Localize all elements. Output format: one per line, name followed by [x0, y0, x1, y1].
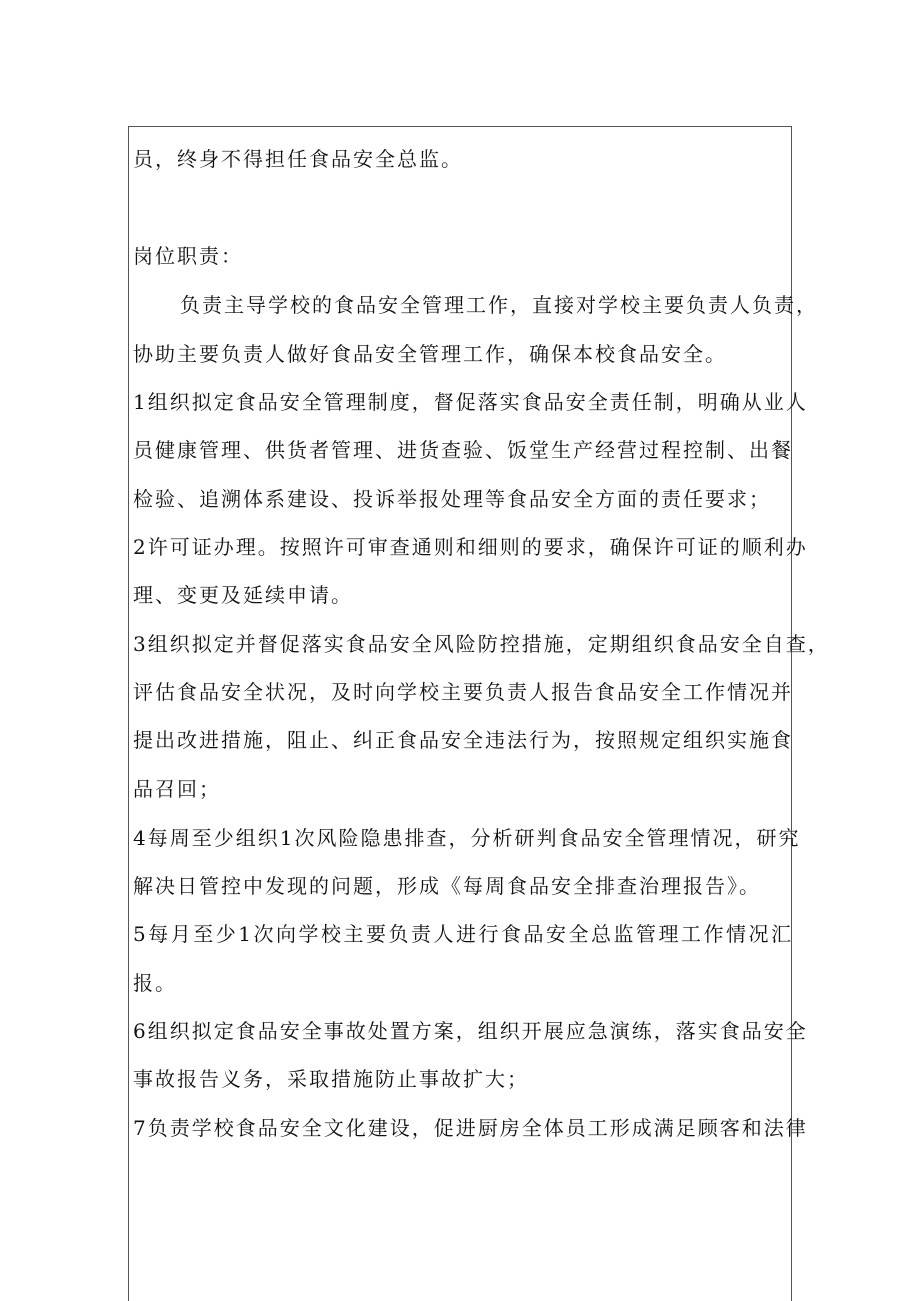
text-line-11: 评估食品安全状况，及时向学校主要负责人报告食品安全工作情况并: [133, 680, 793, 704]
section-heading-duties: 岗位职责：: [133, 244, 243, 268]
text-line-10: 3组织拟定并督促落实食品安全风险防控措施，定期组织食品安全自查，: [133, 632, 830, 656]
text-line-1: 员，终身不得担任食品安全总监。: [133, 147, 463, 171]
text-line-12: 提出改进措施，阻止、纠正食品安全违法行为，按照规定组织实施食: [133, 728, 793, 752]
text-line-9: 理、变更及延续申请。: [133, 583, 353, 607]
text-line-7: 检验、追溯体系建设、投诉举报处理等食品安全方面的责任要求；: [133, 487, 771, 511]
text-line-16: 5每月至少1次向学校主要负责人进行食品安全总监管理工作情况汇: [133, 922, 793, 946]
text-line-17: 报。: [133, 971, 177, 995]
text-line-19: 事故报告义务，采取措施防止事故扩大；: [133, 1067, 529, 1091]
text-line-13: 品召回；: [133, 777, 221, 801]
text-line-6: 员健康管理、供货者管理、进货查验、饭堂生产经营过程控制、出餐: [133, 438, 793, 462]
text-line-8: 2许可证办理。按照许可审查通则和细则的要求，确保许可证的顺利办: [133, 535, 808, 559]
text-line-15: 解决日管控中发现的问题，形成《每周食品安全排查治理报告》。: [133, 874, 761, 898]
text-line-14: 4每周至少组织1次风险隐患排查，分析研判食品安全管理情况，研究: [133, 826, 801, 850]
text-line-4: 协助主要负责人做好食品安全管理工作，确保本校食品安全。: [133, 342, 727, 366]
text-line-18: 6组织拟定食品安全事故处置方案，组织开展应急演练，落实食品安全: [133, 1019, 808, 1043]
text-line-3: 负责主导学校的食品安全管理工作，直接对学校主要负责人负责，: [180, 293, 818, 317]
text-line-5: 1组织拟定食品安全管理制度，督促落实食品安全责任制，明确从业人: [133, 390, 808, 414]
text-line-20: 7负责学校食品安全文化建设，促进厨房全体员工形成满足顾客和法律: [133, 1116, 808, 1140]
